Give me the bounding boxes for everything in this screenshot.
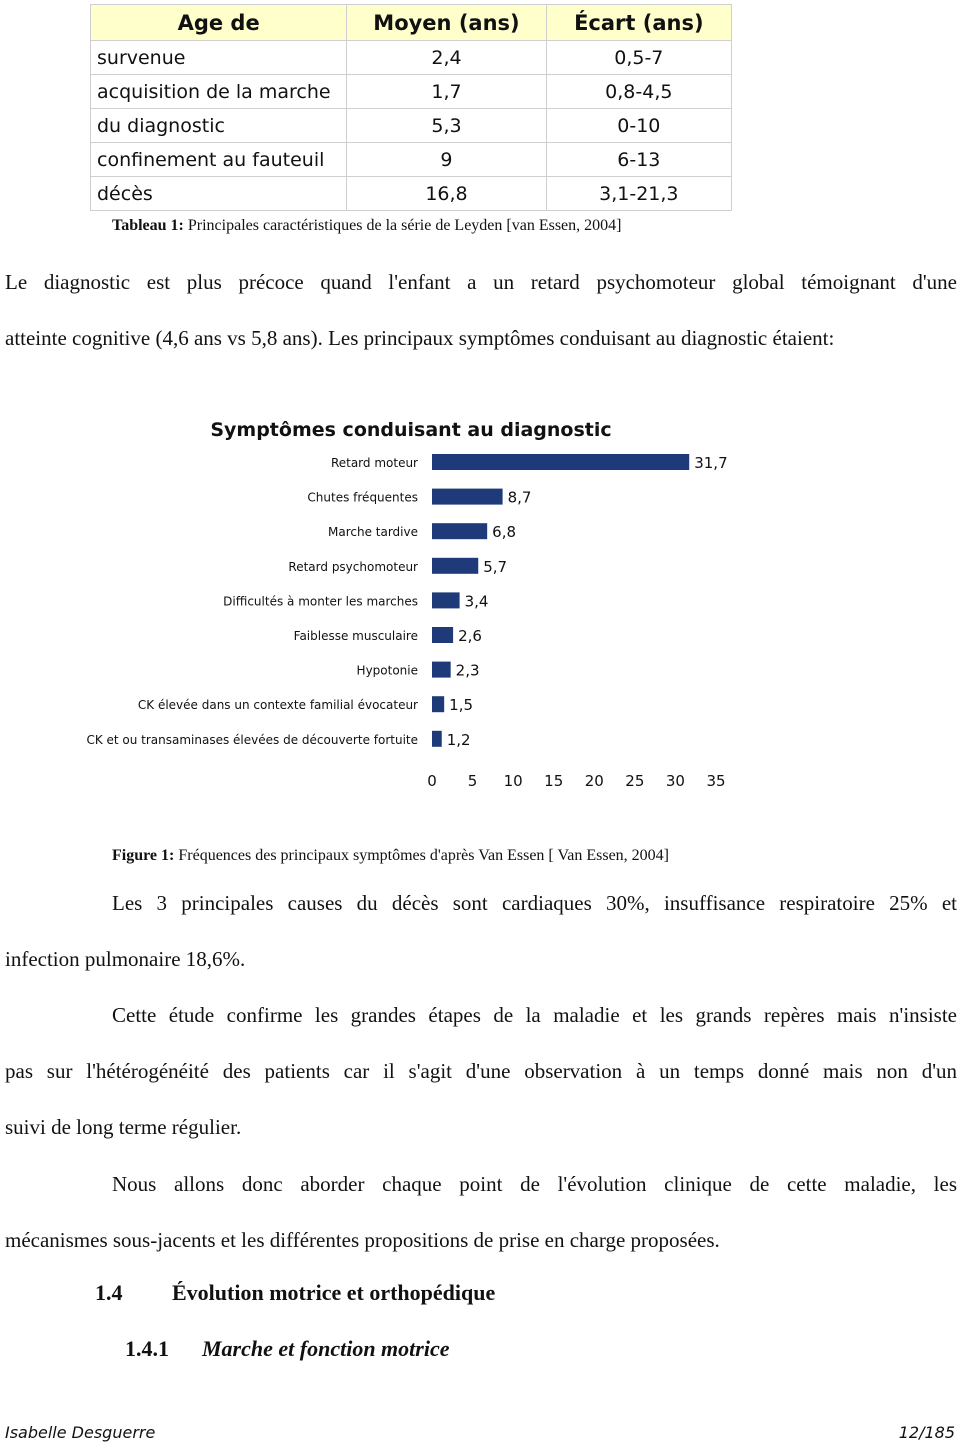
subsection-heading — [125, 1336, 450, 1362]
x-tick-label: 25 — [625, 772, 645, 790]
chart-title: Symptômes conduisant au diagnostic — [210, 419, 612, 441]
table-row — [91, 143, 732, 177]
bar — [432, 696, 444, 712]
header-range: Écart (ans) — [546, 5, 731, 41]
paragraph-2-line-1: Les 3 principales causes du décès sont cardiaques 30%, insuffisance respiratoire 25% et — [112, 891, 957, 915]
table-cell: décès — [91, 177, 347, 211]
paragraph-3-line-2: pas sur l'hétérogénéité des patients car il s'agit d'une observation à un temps donné mais non d'un — [5, 1059, 957, 1083]
value-label: 2,6 — [458, 627, 482, 645]
table-cell: 6-13 — [546, 143, 731, 177]
category-label: Retard moteur — [330, 456, 418, 470]
table-caption — [112, 217, 621, 235]
category-label: Hypotonie — [356, 663, 418, 678]
paragraph-4-line-2: mécanismes sous-jacents et les différentes propositions de prise en charge proposées. — [5, 1228, 720, 1252]
table-row — [91, 177, 732, 211]
category-label: Faiblesse musculaire — [293, 629, 418, 643]
x-tick-label: 5 — [467, 772, 478, 790]
category-label: Marche tardive — [328, 525, 418, 540]
table-row — [91, 109, 732, 143]
x-tick-label: 20 — [584, 772, 604, 790]
table-cell: 0,5-7 — [546, 41, 731, 75]
table-caption-text: Principales caractéristiques de la série de Leyden [van Essen, 2004] — [183, 217, 622, 234]
table-row — [91, 75, 732, 109]
table-cell: acquisition de la marche — [91, 75, 347, 109]
table-cell: 1,7 — [347, 75, 546, 109]
value-label: 3,4 — [464, 592, 489, 611]
value-label: 31,7 — [694, 454, 728, 472]
header-age: Age de — [91, 5, 347, 41]
category-label: CK élevée dans un contexte familial évocateur — [137, 698, 418, 713]
table-row — [91, 41, 732, 75]
table-cell: confinement au fauteuil — [91, 143, 347, 177]
table-cell: 16,8 — [347, 177, 546, 211]
value-label: 5,7 — [483, 557, 508, 576]
bar — [432, 627, 453, 643]
x-tick-label: 0 — [427, 772, 437, 790]
bar — [432, 662, 451, 678]
subsection-number: 1.4.1 — [125, 1336, 169, 1361]
table-cell: 0,8-4,5 — [546, 75, 731, 109]
table-caption-label: Tableau 1: — [112, 217, 184, 234]
table-cell: 5,3 — [347, 109, 546, 143]
value-label: 8,7 — [507, 488, 532, 507]
bar — [432, 592, 460, 608]
footer-author: Isabelle Desguerre — [5, 1423, 156, 1442]
paragraph-3-line-3: suivi de long terme régulier. — [5, 1115, 242, 1139]
table-cell: 3,1-21,3 — [546, 177, 731, 211]
x-tick-label: 10 — [503, 772, 523, 790]
figure-caption-label: Figure 1: — [112, 847, 175, 864]
footer-page-number: 12/185 — [898, 1423, 955, 1442]
bar — [432, 558, 478, 574]
paragraph-3-line-1: Cette étude confirme les grandes étapes de la maladie et les grands repères mais n'insiste — [112, 1003, 957, 1027]
paragraph-1-line-2: atteinte cognitive (4,6 ans vs 5,8 ans). Les principaux symptômes conduisant au diagnostic étaient: — [5, 326, 835, 350]
category-label: Chutes fréquentes — [307, 490, 418, 505]
category-label: CK et ou transaminases élevées de découverte fortuite — [86, 732, 418, 747]
bar — [432, 454, 689, 470]
age-table — [90, 4, 732, 211]
subsection-title: Marche et fonction motrice — [202, 1336, 450, 1361]
table-cell: du diagnostic — [91, 109, 347, 143]
category-label: Difficultés à monter les marches — [223, 594, 418, 609]
bar — [432, 489, 503, 505]
x-tick-label: 35 — [706, 772, 726, 790]
value-label: 2,3 — [455, 661, 480, 680]
section-title: Évolution motrice et orthopédique — [172, 1280, 496, 1305]
value-label: 1,2 — [446, 730, 471, 749]
symptoms-bar-chart — [0, 400, 960, 820]
header-mean: Moyen (ans) — [347, 5, 546, 41]
paragraph-1-line-1: Le diagnostic est plus précoce quand l'enfant a un retard psychomoteur global témoignant d'une — [5, 270, 957, 294]
table-cell: 2,4 — [347, 41, 546, 75]
bar — [432, 731, 442, 747]
figure-caption — [112, 847, 669, 865]
section-number: 1.4 — [95, 1280, 123, 1305]
paragraph-4-line-1: Nous allons donc aborder chaque point de l'évolution clinique de cette maladie, les — [112, 1172, 957, 1196]
section-heading — [95, 1280, 496, 1306]
paragraph-2-line-2: infection pulmonaire 18,6%. — [5, 947, 246, 971]
table-cell: survenue — [91, 41, 347, 75]
figure-caption-text: Fréquences des principaux symptômes d'après Van Essen [ Van Essen, 2004] — [174, 847, 669, 864]
category-label: Retard psychomoteur — [288, 559, 418, 574]
table-header-row — [91, 5, 732, 41]
x-tick-label: 30 — [665, 772, 685, 790]
x-tick-label: 15 — [544, 772, 564, 790]
table-cell: 0-10 — [546, 109, 731, 143]
value-label: 1,5 — [449, 696, 474, 715]
bar — [432, 523, 487, 539]
table-cell: 9 — [347, 143, 546, 177]
value-label: 6,8 — [492, 523, 517, 542]
